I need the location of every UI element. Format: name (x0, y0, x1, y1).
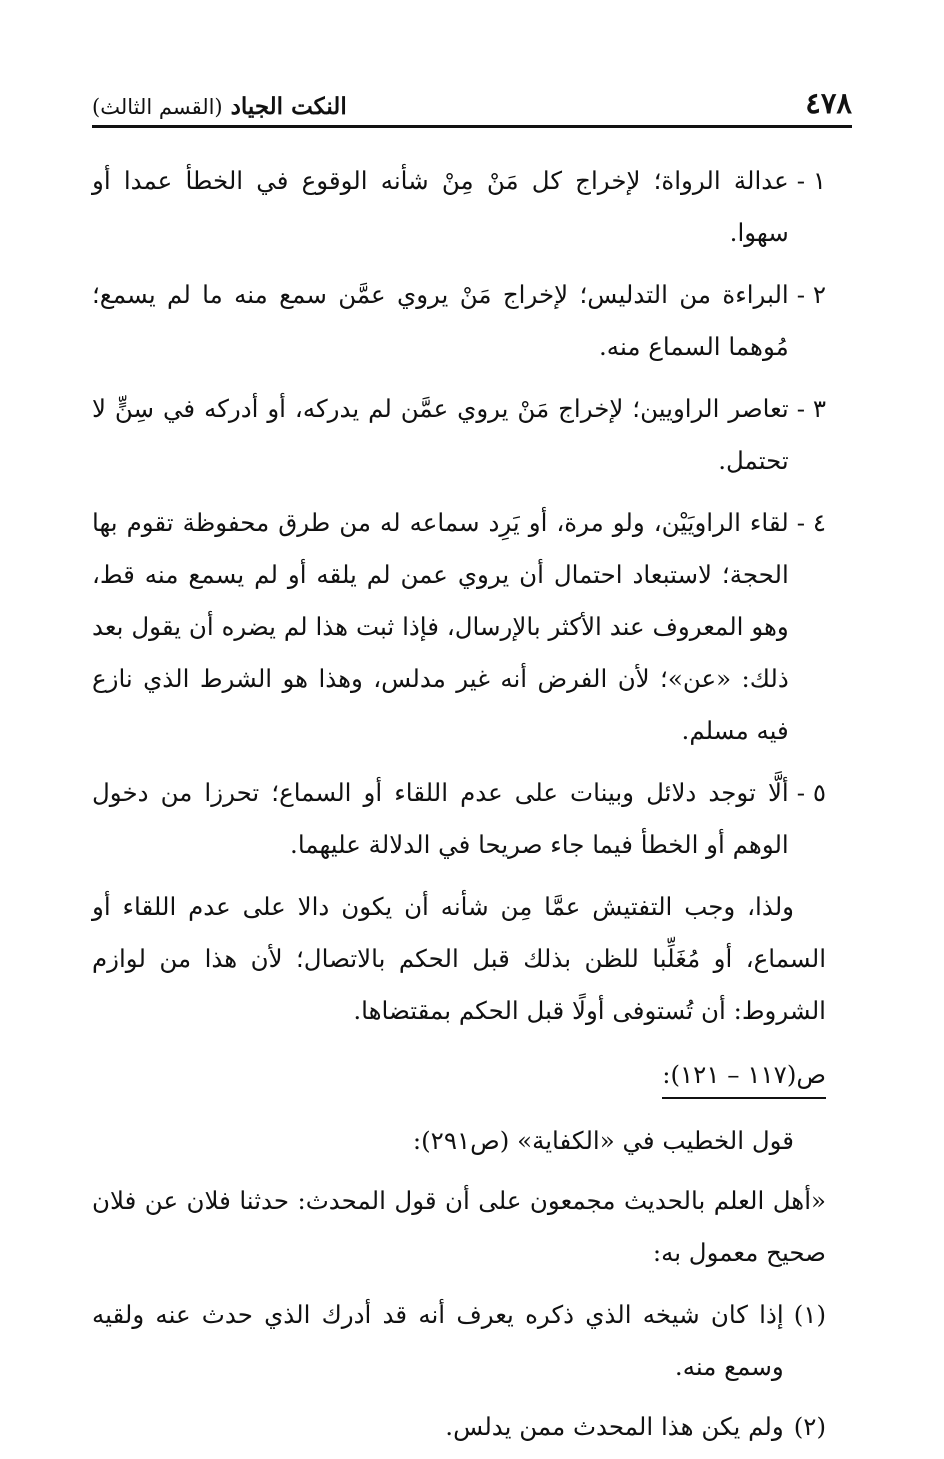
condition-text: عدالة الرواة؛ لإخراج كل مَنْ مِنْ شأنه الوقوع في الخطأ عمدا أو سهوا. (92, 166, 789, 247)
condition-item (92, 497, 826, 757)
book-title-main: النكت الجياد (230, 93, 347, 120)
quote-condition-item (92, 1401, 826, 1453)
book-title-subtitle: (القسم الثالث) (92, 95, 223, 119)
condition-text: ألَّا توجد دلائل وبينات على عدم اللقاء أو السماع؛ تحرزا من دخول الوهم أو الخطأ فيما جاء صريحا في الدلالة عليهما. (92, 778, 789, 859)
book-title (92, 95, 347, 118)
condition-number: ٢ - (796, 280, 826, 309)
quote-condition-item (92, 1289, 826, 1393)
condition-text: البراءة من التدليس؛ لإخراج مَنْ يروي عمَّن سمع منه ما لم يسمع؛ مُوهما السماع منه. (92, 280, 789, 361)
section-reference-text: ص(١١٧ – ١٢١): (662, 1055, 826, 1099)
condition-text: تعاصر الراويين؛ لإخراج مَنْ يروي عمَّن لم يدركه، أو أدركه في سِنٍّ لا تحتمل. (92, 394, 789, 475)
quote-condition-number: (١) (793, 1300, 826, 1329)
condition-text: لقاء الراويَيْن، ولو مرة، أو يَرِد سماعه له من طرق محفوظة تقوم بها الحجة؛ لاستبعاد احتمال أن يروي عمن لم يلقه أو لم يسمع منه قط، وهو المعروف عند الأكثر بالإرسال، فإذا ثبت هذا لم يضره أن يقول بعد ذلك: «عن»؛ لأن الفرض أنه غير مدلس، وهذا هو الشرط الذي نازع فيه مسلم. (92, 508, 789, 745)
quote-condition-text: إذا كان شيخه الذي ذكره يعرف أنه قد أدرك الذي حدث عنه ولقيه وسمع منه. (92, 1300, 784, 1381)
condition-number: ٥ - (796, 778, 826, 807)
quote-text: «أهل العلم بالحديث مجمعون على أن قول المحدث: حدثنا فلان عن فلان صحيح معمول به: (92, 1186, 826, 1267)
quote-condition-number: (٢) (793, 1412, 826, 1441)
condition-number: ٣ - (796, 394, 826, 423)
quote-condition-text: ولم يكن هذا المحدث ممن يدلس. (445, 1412, 784, 1441)
condition-number: ٤ - (796, 508, 826, 537)
page-number: ٤٧٨ (805, 86, 852, 120)
running-head (92, 78, 852, 118)
condition-item (92, 155, 826, 259)
page-content (92, 155, 826, 1459)
condition-number: ١ - (796, 166, 826, 195)
condition-item (92, 269, 826, 373)
condition-item (92, 767, 826, 871)
section-reference (92, 1049, 826, 1101)
quote-intro: قول الخطيب في «الكفاية» (ص٢٩١): (412, 1126, 794, 1155)
condition-item (92, 383, 826, 487)
header-rule (92, 125, 852, 128)
body-paragraph: ولذا، وجب التفتيش عمَّا مِن شأنه أن يكون دالا على عدم اللقاء أو السماع، أو مُغَلِّبا للظن بذلك قبل الحكم بالاتصال؛ لأن هذا من لوازم الشروط: أن تُستوفى أولًا قبل الحكم بمقتضاها. (92, 892, 826, 1025)
